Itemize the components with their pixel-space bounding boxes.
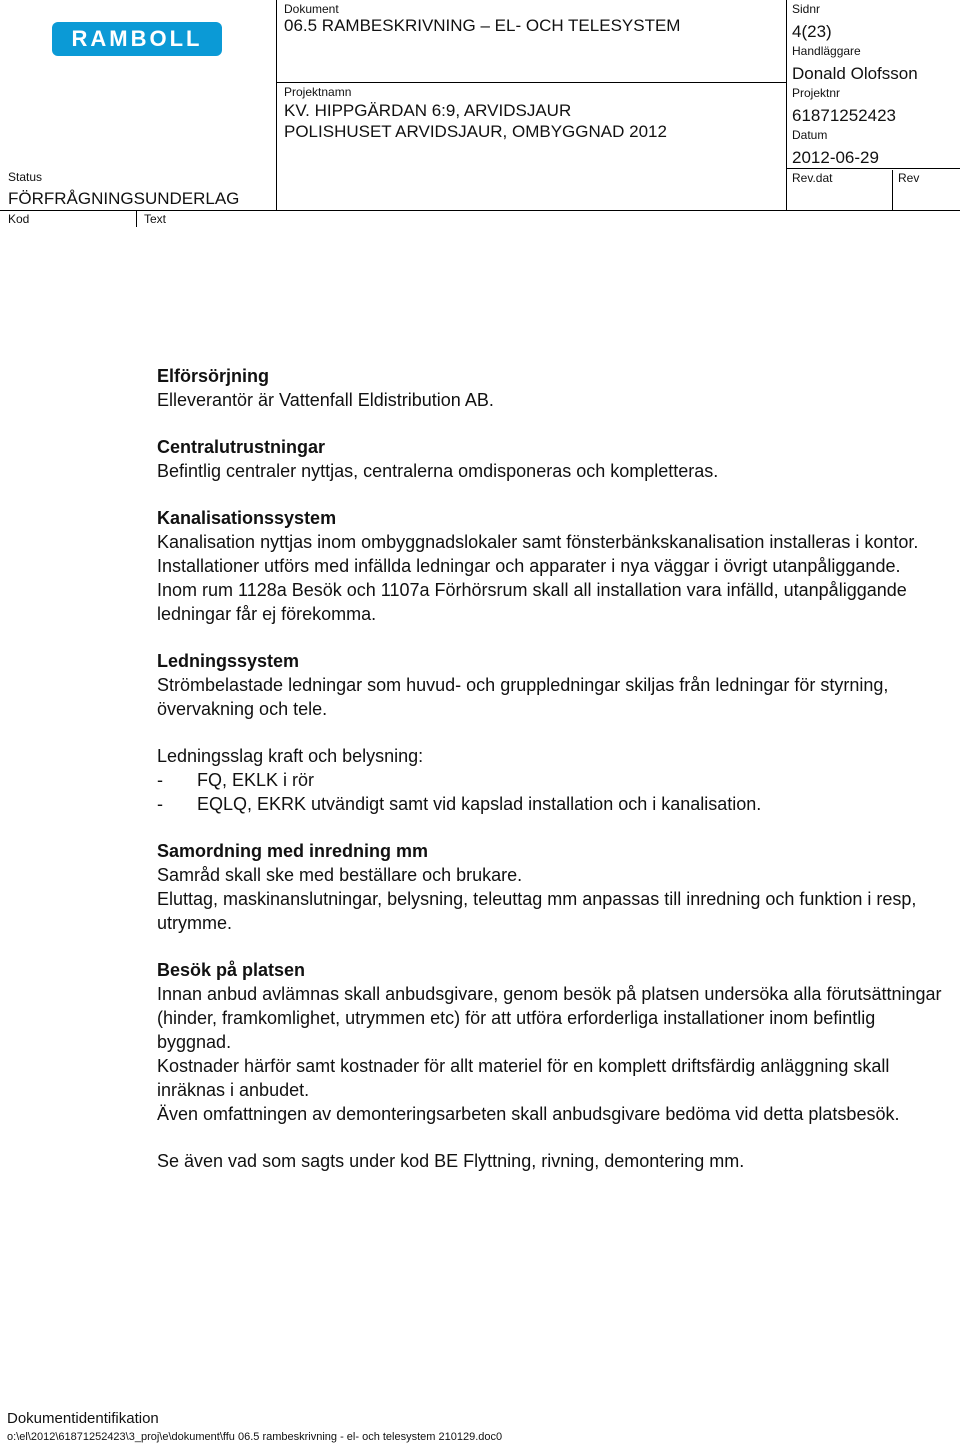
section-text: Kanalisation nyttjas inom ombyggnadslokaler samt fönsterbänkskanalisation installeras i kontor. [157, 532, 919, 552]
list-item-text: EQLQ, EKRK utvändigt samt vid kapslad installation och i kanalisation. [197, 794, 762, 814]
datum-label: Datum [792, 128, 828, 142]
dokument-value: 06.5 RAMBESKRIVNING – EL- OCH TELESYSTEM [284, 16, 681, 35]
handlaggare-label: Handläggare [792, 44, 861, 58]
section-title: Samordning med inredning mm [157, 841, 429, 861]
section-text: Elleverantör är Vattenfall Eldistribution AB. [157, 390, 494, 410]
section-text: Se även vad som sagts under kod BE Flyttning, rivning, demontering mm. [157, 1151, 745, 1171]
sidnr-label: Sidnr [792, 2, 821, 16]
datum-divider [786, 168, 960, 169]
section-title: Elförsörjning [157, 366, 269, 386]
list-item-text: FQ, EKLK i rör [197, 770, 315, 790]
section-samordning [157, 839, 947, 935]
projektnamn-line2: POLISHUSET ARVIDSJAUR, OMBYGGNAD 2012 [284, 122, 667, 141]
header-divider-left [276, 0, 277, 210]
section-text: Innan anbud avlämnas skall anbudsgivare, genom besök på platsen undersöka alla förutsättningar (hinder, framkomlighet, utrymmen etc) för att utföra erforderliga installationer inom befintlig byggnad. [157, 984, 942, 1052]
list-item [157, 768, 947, 792]
projektnr-label: Projektnr [792, 86, 841, 100]
section-text: Strömbelastade ledningar som huvud- och gruppledningar skiljas från ledningar för styrning, övervakning och tele. [157, 675, 889, 719]
section-centralutrustningar [157, 435, 947, 483]
section-text: Befintlig centraler nyttjas, centralerna omdisponeras och kompletteras. [157, 461, 719, 481]
rev-divider [892, 170, 893, 210]
datum-value: 2012-06-29 [792, 148, 879, 167]
projektnamn-label: Projektnamn [284, 85, 352, 99]
section-ledningssystem [157, 649, 947, 721]
revdat-label: Rev.dat [792, 171, 833, 185]
handlaggare-value: Donald Olofsson [792, 64, 918, 83]
section-elforsorjning [157, 364, 947, 412]
section-text: Ledningsslag kraft och belysning: [157, 746, 424, 766]
section-se-aven [157, 1149, 947, 1173]
section-title: Centralutrustningar [157, 437, 326, 457]
section-title: Ledningssystem [157, 651, 300, 671]
section-text: Kostnader härför samt kostnader för allt materiel för en komplett driftsfärdig anläggning skall inräknas i anbudet. [157, 1056, 890, 1100]
dash-marker: - [157, 794, 163, 814]
section-title: Besök på platsen [157, 960, 306, 980]
dash-marker: - [157, 770, 163, 790]
document-body [157, 364, 947, 1173]
header-bottom-line [0, 210, 960, 211]
kod-divider [136, 210, 137, 227]
footer-path: o:\el\2012\61871252423\3_proj\e\dokument\ffu 06.5 rambeskrivning - el- och telesystem 210129.doc0 [7, 1431, 503, 1443]
kod-label: Kod [8, 212, 30, 226]
section-text: Samråd skall ske med beställare och brukare. [157, 865, 523, 885]
section-ledningsslag [157, 744, 947, 816]
list-item [157, 792, 947, 816]
ramboll-logo: RAMBOLL [52, 22, 222, 56]
section-besok-pa-platsen [157, 958, 947, 1126]
dokument-divider [276, 82, 786, 83]
text-label: Text [144, 212, 167, 226]
sidnr-value: 4(23) [792, 22, 832, 41]
section-kanalisationssystem [157, 506, 947, 626]
footer-label: Dokumentidentifikation [7, 1410, 159, 1427]
dokument-label: Dokument [284, 2, 339, 16]
header-divider-right [786, 0, 787, 210]
section-text: Installationer utförs med infällda ledningar och apparater i nya väggar i övrigt utanpåliggande. [157, 556, 901, 576]
projektnamn-line1: KV. HIPPGÄRDAN 6:9, ARVIDSJAUR [284, 101, 572, 120]
section-text: Inom rum 1128a Besök och 1107a Förhörsrum skall all installation vara infälld, utanpåliggande ledningar får ej förekomma. [157, 580, 907, 624]
section-text: Eluttag, maskinanslutningar, belysning, teleuttag mm anpassas till inredning och funktion i resp, utrymme. [157, 889, 917, 933]
status-value: FÖRFRÅGNINGSUNDERLAG [8, 189, 240, 208]
section-text: Även omfattningen av demonteringsarbeten skall anbudsgivare bedöma vid detta platsbesök. [157, 1104, 900, 1124]
projektnr-value: 61871252423 [792, 106, 897, 125]
rev-label: Rev [898, 171, 920, 185]
status-label: Status [8, 170, 43, 184]
section-title: Kanalisationssystem [157, 508, 337, 528]
